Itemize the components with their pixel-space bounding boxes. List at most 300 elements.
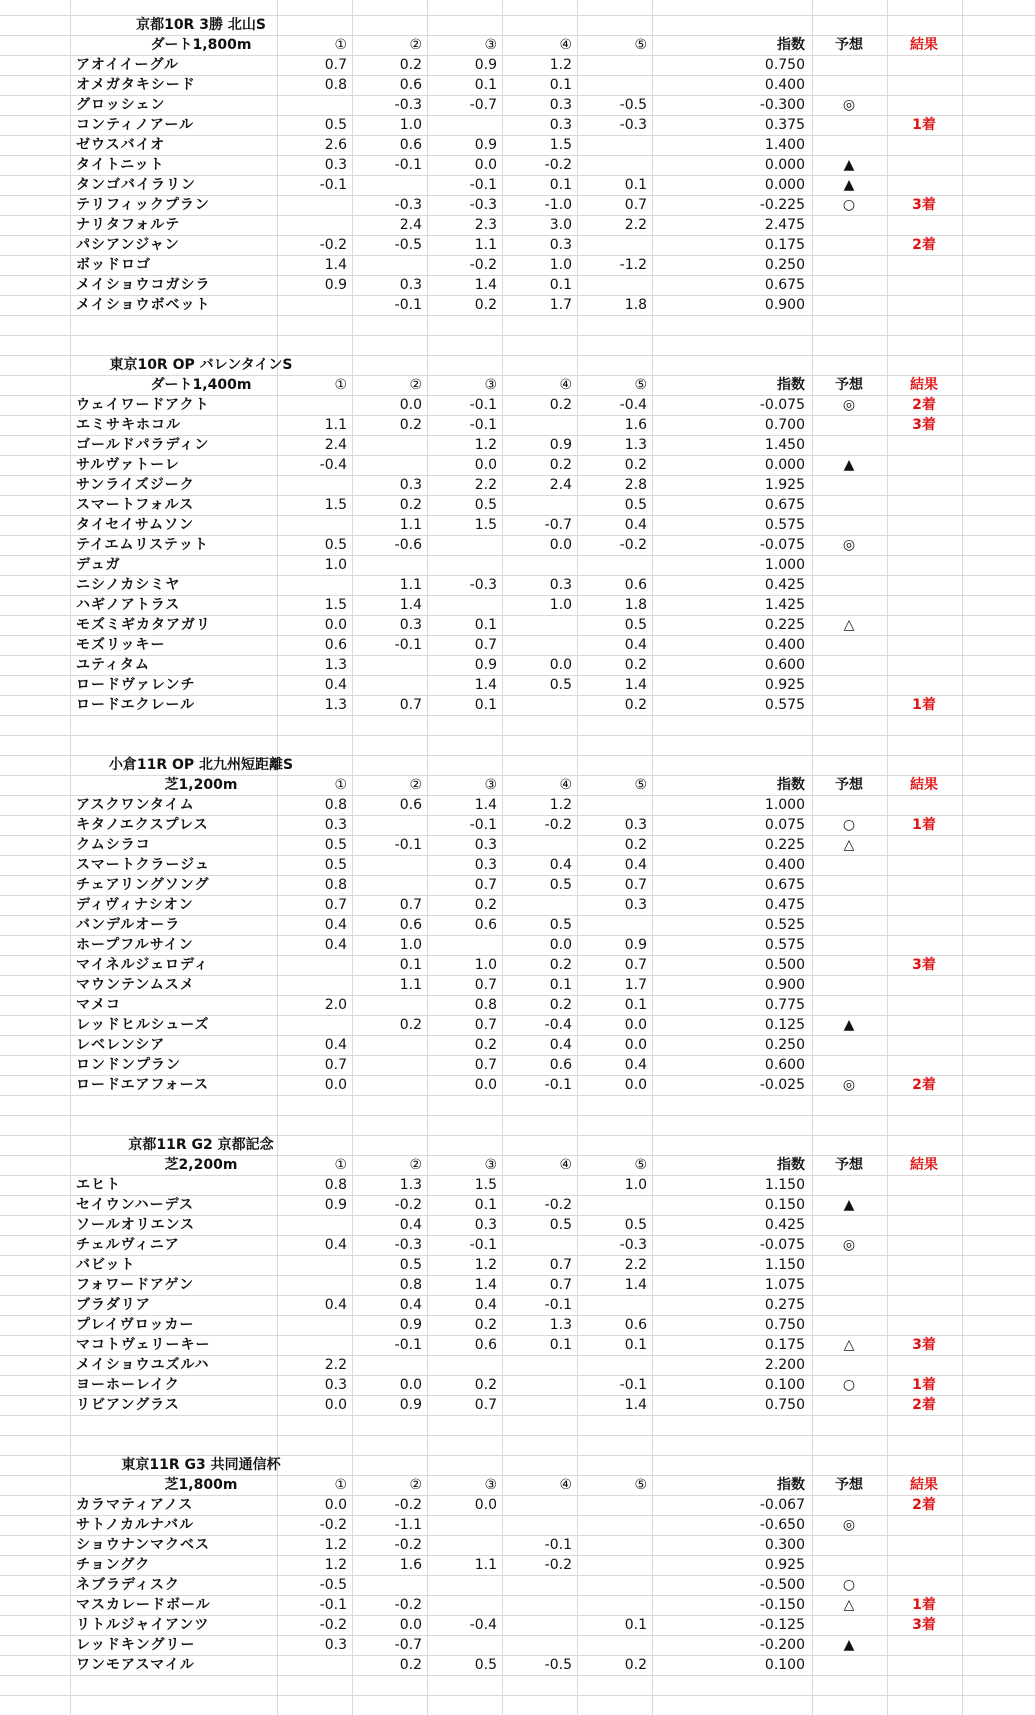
result-label: [887, 515, 961, 535]
result-label: [887, 1015, 961, 1035]
horse-name: ロードヴァレンチ: [76, 677, 196, 693]
horse-name: バビット: [76, 1257, 136, 1273]
score-cell: 0.8: [474, 997, 497, 1013]
race-course: 芝1,200m: [164, 777, 238, 793]
table-row: [0, 175, 1035, 195]
score-cell: [502, 1375, 572, 1395]
score-cell: [577, 1515, 647, 1535]
score-cell: 1.8: [624, 297, 647, 313]
index-value: -0.075: [759, 397, 805, 413]
result-label: [887, 275, 961, 295]
prediction-mark: △: [843, 1337, 855, 1353]
score-cell: 1.3: [399, 1177, 422, 1193]
score-cell: [502, 1355, 572, 1375]
score-cell: -0.2: [469, 257, 497, 273]
score-cell: 0.7: [474, 977, 497, 993]
index-value: 0.125: [764, 1017, 805, 1033]
table-row: [0, 855, 1035, 875]
score-cell: 0.5: [474, 497, 497, 513]
score-cell: [427, 1355, 497, 1375]
table-row: [0, 1595, 1035, 1615]
index-value: 0.225: [764, 837, 805, 853]
index-value: 0.175: [764, 237, 805, 253]
score-cell: 0.7: [624, 197, 647, 213]
horse-name: チョングク: [76, 1557, 151, 1573]
horse-name: クムシラコ: [76, 837, 151, 853]
index-value: 0.575: [764, 937, 805, 953]
table-row: [0, 655, 1035, 675]
horse-name: メイショウコガシラ: [76, 277, 211, 293]
score-cell: [502, 1235, 572, 1255]
prediction-mark: [812, 1495, 886, 1515]
score-cell: 0.3: [474, 837, 497, 853]
score-cell: -0.2: [544, 157, 572, 173]
score-cell: 0.2: [474, 1317, 497, 1333]
score-cell: [577, 75, 647, 95]
score-cell: 0.6: [624, 577, 647, 593]
prediction-mark: ▲: [843, 157, 855, 173]
result-label: [887, 1575, 961, 1595]
table-row: [0, 1655, 1035, 1675]
horse-name: ユティタム: [76, 657, 150, 673]
index-value: 0.250: [764, 257, 805, 273]
score-cell: -0.2: [319, 237, 347, 253]
score-cell: -0.2: [319, 1617, 347, 1633]
score-cell: 0.7: [474, 877, 497, 893]
score-cell: [277, 395, 347, 415]
score-cell: 0.7: [399, 897, 422, 913]
score-cell: 1.6: [399, 1557, 422, 1573]
score-cell: 0.3: [399, 617, 422, 633]
score-cell: 0.2: [549, 397, 572, 413]
score-cell: 0.4: [624, 517, 647, 533]
score-cell: -0.7: [394, 1637, 422, 1653]
horse-name: ブラダリア: [76, 1297, 151, 1313]
score-cell: 0.1: [624, 177, 647, 193]
result-label: [887, 555, 961, 575]
score-cell: 0.0: [474, 457, 497, 473]
score-cell: 1.0: [474, 957, 497, 973]
score-cell: [427, 555, 497, 575]
score-cell: -0.5: [544, 1657, 572, 1673]
table-row: [0, 1235, 1035, 1255]
score-cell: 0.9: [549, 437, 572, 453]
prediction-mark: △: [843, 617, 855, 633]
prediction-mark: [812, 1055, 886, 1075]
score-cell: 1.2: [474, 437, 497, 453]
score-cell: 1.0: [549, 597, 572, 613]
score-cell: [352, 555, 422, 575]
score-cell: 0.5: [324, 857, 347, 873]
score-cell: 1.5: [324, 597, 347, 613]
score-cell: -0.4: [544, 1017, 572, 1033]
prediction-mark: [812, 275, 886, 295]
horse-name: キタノエクスプレス: [76, 817, 209, 833]
score-cell: 0.3: [399, 277, 422, 293]
index-value: 0.750: [764, 1397, 805, 1413]
race-course: ダート1,400m: [150, 377, 252, 393]
score-cell: [577, 275, 647, 295]
col-header-index: 指数: [777, 777, 805, 793]
horse-name: パシアンジャン: [76, 237, 180, 253]
score-cell: 0.0: [549, 537, 572, 553]
score-cell: -0.1: [619, 1377, 647, 1393]
score-cell: [577, 155, 647, 175]
col-header-4: ④: [559, 1157, 572, 1173]
result-label: 3着: [912, 1617, 936, 1633]
score-cell: [352, 855, 422, 875]
prediction-mark: ▲: [843, 1197, 855, 1213]
col-header-result: 結果: [910, 37, 938, 53]
score-cell: 2.2: [624, 217, 647, 233]
score-cell: -0.2: [319, 1517, 347, 1533]
score-cell: 1.5: [474, 517, 497, 533]
score-cell: [502, 495, 572, 515]
prediction-mark: [812, 1655, 886, 1675]
horse-name: ディヴィナシオン: [76, 897, 194, 913]
result-label: [887, 915, 961, 935]
horse-name: セイウンハーデス: [76, 1197, 195, 1213]
score-cell: 1.0: [399, 937, 422, 953]
score-cell: 2.8: [624, 477, 647, 493]
race-title-row: [0, 15, 1035, 35]
index-value: 0.300: [764, 1537, 805, 1553]
table-row: [0, 915, 1035, 935]
result-label: [887, 475, 961, 495]
result-label: [887, 55, 961, 75]
table-row: [0, 1355, 1035, 1375]
horse-name: バンデルオーラ: [76, 917, 181, 933]
score-cell: 0.1: [624, 1337, 647, 1353]
race-title-row: [0, 1135, 1035, 1155]
score-cell: 1.2: [324, 1557, 347, 1573]
score-cell: 1.1: [399, 977, 422, 993]
index-value: 1.925: [764, 477, 805, 493]
horse-name: グロッシェン: [76, 97, 166, 113]
score-cell: 0.6: [624, 1317, 647, 1333]
score-cell: 0.0: [324, 1077, 347, 1093]
prediction-mark: △: [843, 1597, 855, 1613]
score-cell: [577, 1355, 647, 1375]
score-cell: 0.1: [549, 277, 572, 293]
score-cell: -0.2: [394, 1537, 422, 1553]
table-row: [0, 635, 1035, 655]
table-row: [0, 55, 1035, 75]
horse-name: マメコ: [76, 997, 121, 1013]
prediction-mark: ◎: [842, 537, 856, 553]
prediction-mark: [812, 495, 886, 515]
horse-name: タイトニット: [76, 157, 165, 173]
result-label: [887, 1355, 961, 1375]
score-cell: -0.1: [319, 1597, 347, 1613]
score-cell: [577, 915, 647, 935]
score-cell: [277, 975, 347, 995]
score-cell: [502, 1395, 572, 1415]
index-value: 1.000: [764, 557, 805, 573]
score-cell: 0.2: [474, 1037, 497, 1053]
score-cell: 1.4: [624, 677, 647, 693]
score-cell: 0.1: [549, 977, 572, 993]
col-header-5: ⑤: [634, 1477, 647, 1493]
score-cell: [352, 875, 422, 895]
score-cell: -0.3: [394, 97, 422, 113]
horse-name: ゴールドパラディン: [76, 437, 210, 453]
score-cell: 0.3: [549, 577, 572, 593]
score-cell: 2.2: [624, 1257, 647, 1273]
col-header-index: 指数: [777, 37, 805, 53]
prediction-mark: [812, 895, 886, 915]
col-header-result: 結果: [910, 1477, 938, 1493]
score-cell: 0.7: [324, 57, 347, 73]
score-cell: 1.7: [549, 297, 572, 313]
prediction-mark: [812, 955, 886, 975]
score-cell: [502, 1515, 572, 1535]
col-header-3: ③: [484, 377, 497, 393]
race-title-row: [0, 755, 1035, 775]
score-cell: [352, 1575, 422, 1595]
result-label: [887, 155, 961, 175]
index-value: 0.775: [764, 997, 805, 1013]
table-row: [0, 1195, 1035, 1215]
horse-name: マスカレードボール: [76, 1597, 211, 1613]
index-value: 0.150: [764, 1197, 805, 1213]
result-label: 2着: [912, 237, 936, 253]
score-cell: 0.4: [549, 857, 572, 873]
index-value: 1.075: [764, 1277, 805, 1293]
score-cell: -0.1: [394, 637, 422, 653]
score-cell: 1.4: [474, 677, 497, 693]
table-row: [0, 1075, 1035, 1095]
score-cell: 0.5: [624, 617, 647, 633]
score-cell: 0.4: [324, 1297, 347, 1313]
result-label: [887, 75, 961, 95]
horse-name: サルヴァトーレ: [76, 457, 180, 473]
result-label: 3着: [912, 957, 936, 973]
score-cell: -0.1: [469, 417, 497, 433]
col-header-3: ③: [484, 1477, 497, 1493]
score-cell: 0.4: [324, 677, 347, 693]
prediction-mark: [812, 1315, 886, 1335]
result-label: [887, 1175, 961, 1195]
score-cell: 0.6: [474, 917, 497, 933]
score-cell: 0.0: [474, 1077, 497, 1093]
score-cell: [577, 1195, 647, 1215]
score-cell: 0.2: [624, 837, 647, 853]
horse-name: ショウナンマクベス: [76, 1537, 211, 1553]
result-label: [887, 675, 961, 695]
score-cell: -0.1: [469, 397, 497, 413]
table-row: [0, 155, 1035, 175]
score-cell: 0.8: [324, 797, 347, 813]
score-cell: -0.1: [319, 177, 347, 193]
table-row: [0, 135, 1035, 155]
col-header-2: ②: [409, 1477, 422, 1493]
score-cell: 0.9: [474, 137, 497, 153]
col-header-1: ①: [334, 1157, 347, 1173]
race-title: 京都11R G2 京都記念: [128, 1137, 274, 1153]
score-cell: 1.3: [624, 437, 647, 453]
result-label: [887, 255, 961, 275]
score-cell: 2.2: [324, 1357, 347, 1373]
score-cell: 0.4: [324, 1037, 347, 1053]
result-label: [887, 495, 961, 515]
prediction-mark: [812, 995, 886, 1015]
horse-name: ハギノアトラス: [76, 597, 181, 613]
index-value: 0.475: [764, 897, 805, 913]
score-cell: 1.1: [399, 517, 422, 533]
result-label: 1着: [912, 697, 936, 713]
horse-name: チェアリングソング: [76, 877, 210, 893]
prediction-mark: [812, 1535, 886, 1555]
score-cell: -0.1: [544, 1537, 572, 1553]
score-cell: [352, 995, 422, 1015]
prediction-mark: [812, 1275, 886, 1295]
race-header-row: [0, 375, 1035, 395]
score-cell: [502, 555, 572, 575]
index-value: 2.200: [764, 1357, 805, 1373]
score-cell: [277, 195, 347, 215]
result-label: 2着: [912, 397, 936, 413]
score-cell: [502, 1595, 572, 1615]
col-header-4: ④: [559, 37, 572, 53]
race-title: 小倉11R OP 北九州短距離S: [108, 757, 294, 773]
prediction-mark: [812, 135, 886, 155]
result-label: [887, 835, 961, 855]
score-cell: 0.3: [624, 897, 647, 913]
score-cell: [277, 515, 347, 535]
table-row: [0, 1615, 1035, 1635]
score-cell: 0.1: [549, 77, 572, 93]
result-label: [887, 535, 961, 555]
score-cell: 0.2: [399, 497, 422, 513]
table-row: [0, 275, 1035, 295]
prediction-mark: [812, 575, 886, 595]
prediction-mark: [812, 675, 886, 695]
prediction-mark: [812, 215, 886, 235]
score-cell: [502, 835, 572, 855]
score-cell: 1.5: [474, 1177, 497, 1193]
score-cell: 0.2: [399, 57, 422, 73]
horse-name: レッドキングリー: [76, 1637, 196, 1653]
result-label: [887, 875, 961, 895]
table-row: [0, 1215, 1035, 1235]
score-cell: 1.2: [474, 1257, 497, 1273]
horse-name: ニシノカシミヤ: [76, 577, 181, 593]
score-cell: -0.1: [394, 1337, 422, 1353]
score-cell: -0.2: [394, 1497, 422, 1513]
table-row: [0, 1275, 1035, 1295]
prediction-mark: [812, 1295, 886, 1315]
col-header-result: 結果: [910, 777, 938, 793]
score-cell: 0.0: [474, 157, 497, 173]
index-value: 1.425: [764, 597, 805, 613]
score-cell: 0.0: [624, 1077, 647, 1093]
table-row: [0, 255, 1035, 275]
table-row: [0, 835, 1035, 855]
table-row: [0, 115, 1035, 135]
prediction-mark: ○: [842, 1577, 856, 1593]
score-cell: 0.7: [474, 637, 497, 653]
score-cell: 0.3: [324, 1377, 347, 1393]
race-header-row: [0, 1475, 1035, 1495]
race-title: 東京11R G3 共同通信杯: [121, 1457, 281, 1473]
score-cell: 0.4: [324, 937, 347, 953]
score-cell: -0.1: [394, 297, 422, 313]
score-cell: 0.5: [624, 497, 647, 513]
score-cell: 0.8: [324, 1177, 347, 1193]
index-value: 0.425: [764, 577, 805, 593]
table-row: [0, 595, 1035, 615]
score-cell: [277, 1315, 347, 1335]
prediction-mark: ○: [842, 817, 856, 833]
score-cell: [352, 255, 422, 275]
col-header-2: ②: [409, 777, 422, 793]
horse-name: ボッドロゴ: [76, 257, 151, 273]
score-cell: [352, 175, 422, 195]
score-cell: [277, 1015, 347, 1035]
score-cell: 1.6: [624, 417, 647, 433]
horse-name: ホープフルサイン: [76, 937, 194, 953]
prediction-mark: [812, 1215, 886, 1235]
score-cell: 1.4: [624, 1397, 647, 1413]
col-header-2: ②: [409, 37, 422, 53]
index-value: 1.450: [764, 437, 805, 453]
index-value: 0.675: [764, 877, 805, 893]
table-row: [0, 195, 1035, 215]
horse-name: モズリッキー: [76, 637, 166, 653]
index-value: 0.100: [764, 1377, 805, 1393]
score-cell: 0.6: [399, 797, 422, 813]
index-value: 0.100: [764, 1657, 805, 1673]
index-value: 0.925: [764, 1557, 805, 1573]
col-header-prediction: 予想: [835, 377, 863, 393]
score-cell: [577, 235, 647, 255]
score-cell: 2.0: [324, 997, 347, 1013]
table-row: [0, 1535, 1035, 1555]
col-header-5: ⑤: [634, 1157, 647, 1173]
horse-name: サトノカルナバル: [76, 1517, 195, 1533]
table-row: [0, 795, 1035, 815]
table-row: [0, 1575, 1035, 1595]
result-label: [887, 935, 961, 955]
score-cell: 0.9: [399, 1317, 422, 1333]
table-row: [0, 415, 1035, 435]
result-label: [887, 1515, 961, 1535]
score-cell: 0.0: [474, 1497, 497, 1513]
score-cell: 0.1: [549, 177, 572, 193]
horse-name: メイショウユズルハ: [76, 1357, 210, 1373]
index-value: 0.700: [764, 417, 805, 433]
score-cell: 1.2: [324, 1537, 347, 1553]
index-value: 0.075: [764, 817, 805, 833]
result-label: [887, 795, 961, 815]
score-cell: [502, 1575, 572, 1595]
result-label: [887, 1035, 961, 1055]
col-header-5: ⑤: [634, 377, 647, 393]
score-cell: -0.3: [619, 1237, 647, 1253]
score-cell: 0.0: [324, 617, 347, 633]
index-value: 0.600: [764, 657, 805, 673]
horse-name: メイショウボベット: [76, 297, 211, 313]
score-cell: -0.1: [544, 1077, 572, 1093]
score-cell: 0.9: [324, 1197, 347, 1213]
horse-name: サンライズジーク: [76, 477, 195, 493]
score-cell: [577, 1635, 647, 1655]
score-cell: -1.0: [544, 197, 572, 213]
index-value: 0.000: [764, 157, 805, 173]
horse-name: テリフィックプラン: [76, 197, 210, 213]
score-cell: 0.3: [324, 817, 347, 833]
